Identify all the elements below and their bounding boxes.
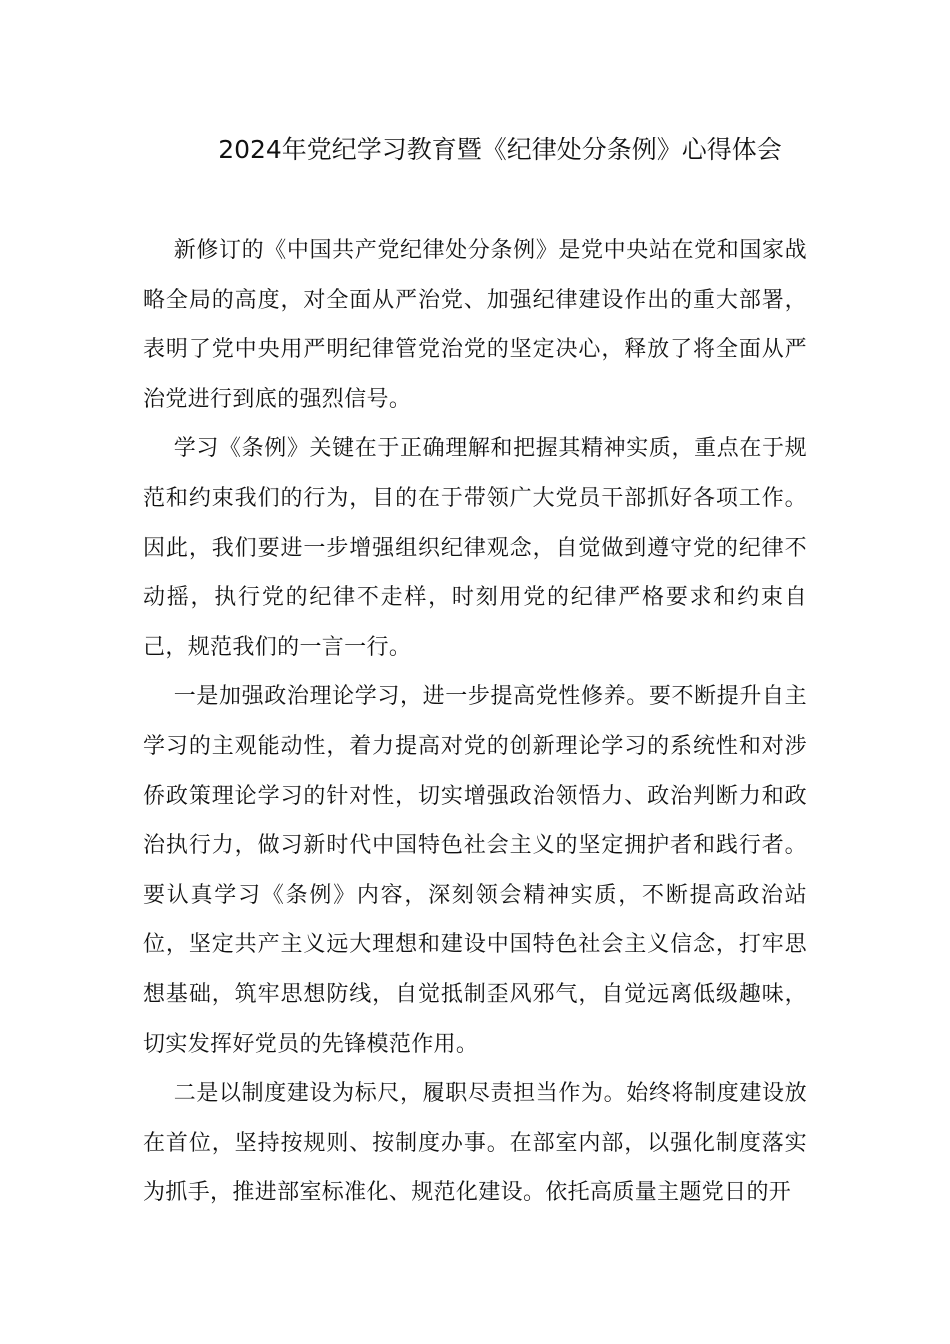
- document-body: [143, 226, 807, 1218]
- document-title: 2024年党纪学习教育暨《纪律处分条例》心得体会: [218, 135, 782, 164]
- paragraph-3: 一是加强政治理论学习，进一步提高党性修养。要不断提升自主学习的主观能动性，着力提高对党的创新理论学习的系统性和对涉侨政策理论学习的针对性，切实增强政治领悟力、政治判断力和政治执行力，做习新时代中国特色社会主义的坚定拥护者和践行者。要认真学习《条例》内容，深刻领会精神实质，不断提高政治站位，坚定共产主义远大理想和建设中国特色社会主义信念，打牢思想基础，筑牢思想防线，自觉抵制歪风邪气，自觉远离低级趣味，切实发挥好党员的先锋模范作用。: [143, 684, 807, 1057]
- paragraph-1: 新修订的《中国共产党纪律处分条例》是党中央站在党和国家战略全局的高度，对全面从严治党、加强纪律建设作出的重大部署，表明了党中央用严明纪律管党治党的坚定决心，释放了将全面从严治党进行到底的强烈信号。: [143, 238, 807, 412]
- paragraph-2: 学习《条例》关键在于正确理解和把握其精神实质，重点在于规范和约束我们的行为，目的在于带领广大党员干部抓好各项工作。因此，我们要进一步增强组织纪律观念，自觉做到遵守党的纪律不动摇，执行党的纪律不走样，时刻用党的纪律严格要求和约束自己，规范我们的一言一行。: [143, 436, 807, 660]
- paragraph-4: 二是以制度建设为标尺，履职尽责担当作为。始终将制度建设放在首位，坚持按规则、按制度办事。在部室内部，以强化制度落实为抓手，推进部室标准化、规范化建设。依托高质量主题党日的开: [143, 1081, 807, 1206]
